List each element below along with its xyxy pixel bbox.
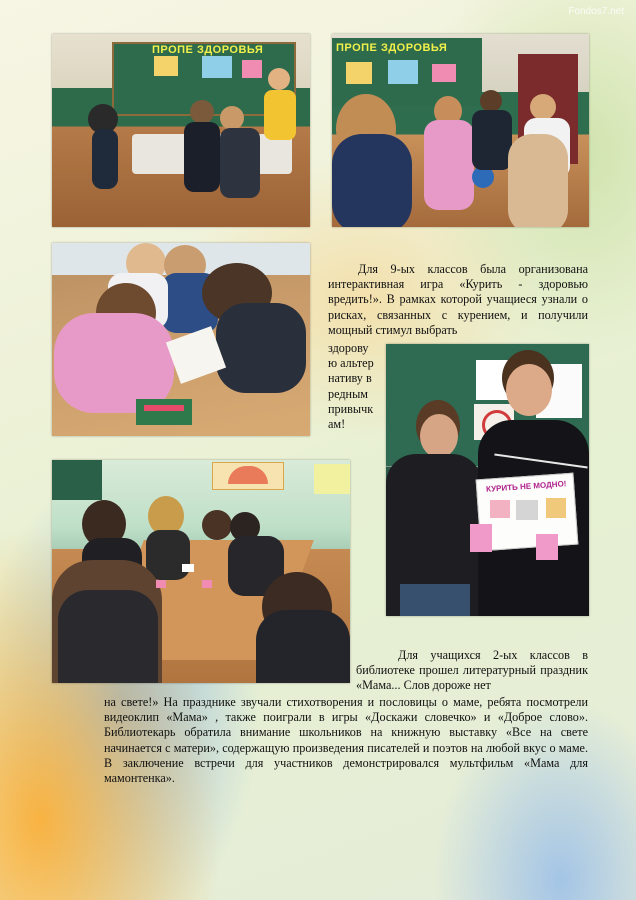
photo-classroom-right: [332, 34, 589, 227]
paragraph-2nd-grade: Для учащихся 2-ых классов в библиотеке прошел литературный праздник «Мама... Слов дороже нет: [356, 648, 588, 693]
photo-library-group: [52, 460, 350, 683]
leaflet-title: КУРИТЬ НЕ МОДНО!: [485, 479, 567, 494]
photo-classroom-left: [52, 34, 310, 227]
paragraph-9th-grade-continued: здоровую альтернативу вредным привычкам!: [328, 341, 374, 432]
photo-table-group: [52, 243, 310, 436]
watermark: Fondos7.net: [568, 6, 624, 17]
board-title: ПРОПЕ ЗДОРОВЬЯ: [336, 42, 448, 54]
photo-boys-leaflet: [386, 344, 589, 616]
board-title: ПРОПЕ ЗДОРОВЬЯ: [152, 44, 264, 56]
paragraph-9th-grade: Для 9-ых классов была организована интерактивная игра «Курить - здоровью вредить!». В рамках которой учащиеся узнали о рисках, связанных с курением, и получили мощный стимул выбрать: [328, 262, 588, 337]
paragraph-2nd-grade-continued: на свете!» На празднике звучали стихотворения и пословицы о маме, ребята посмотрели видеоклип «Мама» , также поиграли в игры «Доскажи словечко» и «Доброе слово». Библиотекарь обратила внимание школьников на книжную выставку «Все на свете начинается с матери», содержащую произведения писателей и поэтов на любой вкус о маме. В заключение встречи для участников демонстрировался мультфильм «Мама для мамонтенка».: [104, 695, 588, 786]
